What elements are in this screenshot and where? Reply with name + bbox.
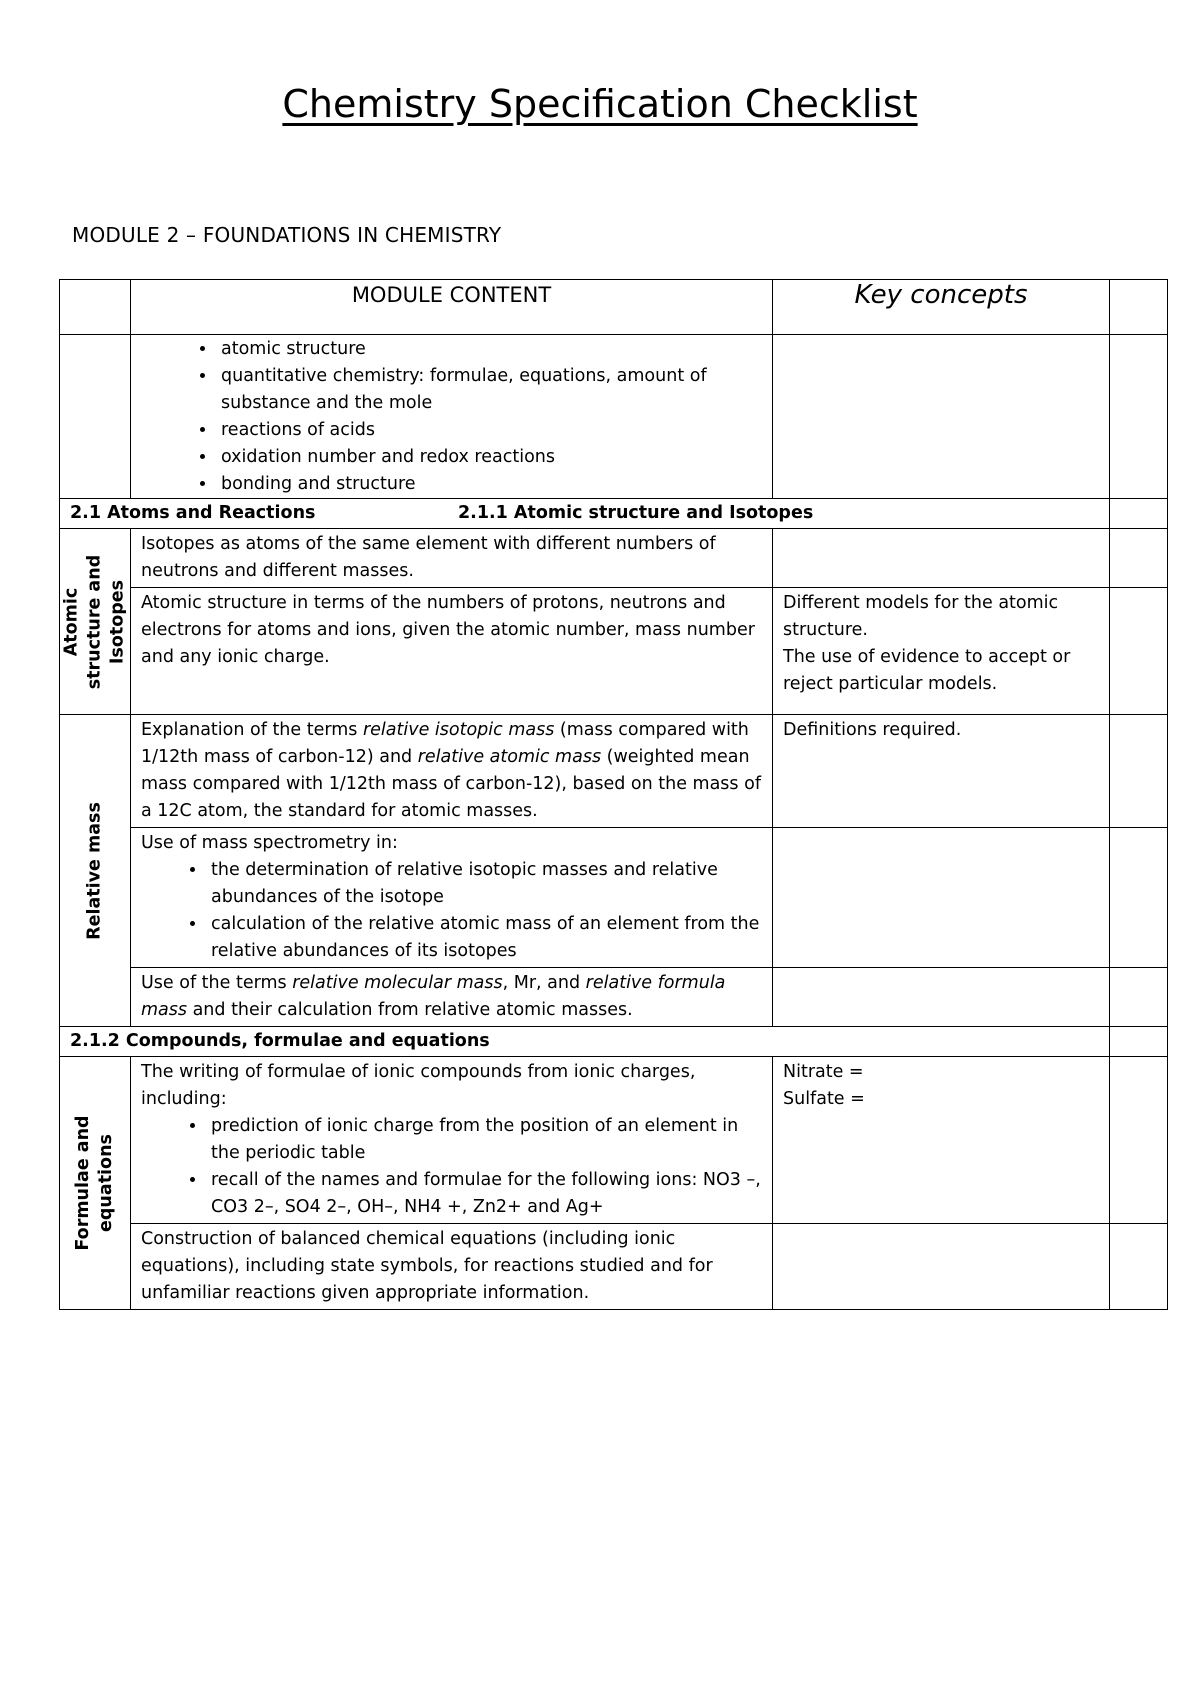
text-span: and their calculation from relative atomic masses. [187, 1000, 633, 1020]
list-item: • prediction of ionic charge from the position of an element in the periodic table [207, 1113, 762, 1167]
intro-content-cell [131, 335, 773, 499]
text-span: Explanation of the terms [141, 720, 363, 740]
atomic-check-cell [1110, 588, 1168, 715]
side-label-formulae-equations: Formulae and equations [73, 1115, 116, 1251]
isotopes-key-cell [773, 529, 1110, 588]
header-check-cell [1110, 280, 1168, 335]
table-header-row [60, 280, 1168, 335]
section-title-atoms-reactions: 2.1 Atoms and Reactions [70, 503, 316, 523]
mass-spectrometry-cell [131, 828, 773, 968]
side-label-cell-atomic [60, 529, 131, 715]
intro-row [60, 335, 1168, 499]
intro-side-cell [60, 335, 131, 499]
atomic-structure-cell: Atomic structure in terms of the numbers of protons, neutrons and electrons for atoms and ions, given the atomic number, mass number and any ionic charge. [131, 588, 773, 715]
side-label-cell-formulae [60, 1057, 131, 1310]
terms-key-cell [773, 968, 1110, 1027]
section-heading-2-1 [60, 499, 1110, 529]
intro-bullet-list [141, 336, 762, 498]
explanation-check-cell [1110, 715, 1168, 828]
term-relative-isotopic-mass: relative isotopic mass [362, 720, 555, 740]
table-row [60, 588, 1168, 715]
list-item: • recall of the names and formulae for the following ions: NO3 –, CO3 2–, SO4 2–, OH–, NH4 +, Zn2+ and Ag+ [207, 1167, 762, 1221]
section-heading-2-1-2: 2.1.2 Compounds, formulae and equations [60, 1027, 1110, 1057]
balanced-equations-cell: Construction of balanced chemical equations (including ionic equations), including state symbols, for reactions studied and for unfamiliar reactions given appropriate information. [131, 1224, 773, 1310]
explanation-cell [131, 715, 773, 828]
section-check-cell [1110, 499, 1168, 529]
balanced-check-cell [1110, 1224, 1168, 1310]
subsection-title-atomic-structure: 2.1.1 Atomic structure and Isotopes [458, 503, 814, 523]
ionic-key-cell [773, 1057, 1110, 1224]
atomic-key-cell [773, 588, 1110, 715]
list-item: • calculation of the relative atomic mass of an element from the relative abundances of its isotopes [207, 911, 762, 965]
text-span: Use of the terms [141, 973, 293, 993]
list-item: • reactions of acids [217, 417, 762, 444]
document-title: Chemistry Specification Checklist [282, 82, 918, 126]
table-row [60, 828, 1168, 968]
mass-spec-check-cell [1110, 828, 1168, 968]
mass-spec-intro: Use of mass spectrometry in: [141, 833, 398, 853]
table-row [60, 968, 1168, 1027]
list-item: • the determination of relative isotopic masses and relative abundances of the isotope [207, 857, 762, 911]
ionic-bullet-list [141, 1113, 762, 1221]
list-item: • bonding and structure [217, 471, 762, 498]
balanced-key-cell [773, 1224, 1110, 1310]
header-side-cell [60, 280, 131, 335]
isotopes-check-cell [1110, 529, 1168, 588]
table-row [60, 1057, 1168, 1224]
table-row [60, 715, 1168, 828]
key-concept-text: The use of evidence to accept or reject particular models. [783, 647, 1071, 694]
list-item: • atomic structure [217, 336, 762, 363]
term-relative-formula-mass: relative formula mass [141, 973, 726, 1020]
table-row [60, 529, 1168, 588]
mass-spec-key-cell [773, 828, 1110, 968]
text-span: (mass compared with 1/12th mass of carbon-12) and [141, 720, 749, 767]
explanation-key-cell: Definitions required. [773, 715, 1110, 828]
term-relative-molecular-mass: relative molecular mass [292, 973, 503, 993]
side-label-cell-relative [60, 715, 131, 1027]
mass-spec-bullet-list [141, 857, 762, 965]
table-row [60, 1224, 1168, 1310]
key-concept-nitrate: Nitrate = [783, 1062, 864, 1082]
section-row-2-1 [60, 499, 1168, 529]
side-label-relative-mass: Relative mass [84, 801, 105, 940]
key-concept-text: Different models for the atomic structure. [783, 593, 1059, 640]
ionic-intro: The writing of formulae of ionic compounds from ionic charges, including: [141, 1062, 696, 1109]
intro-check-cell [1110, 335, 1168, 499]
specification-table [59, 279, 1168, 1310]
section-check-cell [1110, 1027, 1168, 1057]
key-concept-sulfate: Sulfate = [783, 1089, 865, 1109]
ionic-formulae-cell [131, 1057, 773, 1224]
terms-cell [131, 968, 773, 1027]
ionic-check-cell [1110, 1057, 1168, 1224]
text-span: , Mr, and [502, 973, 586, 993]
list-item: • oxidation number and redox reactions [217, 444, 762, 471]
intro-key-cell [773, 335, 1110, 499]
list-item: • quantitative chemistry: formulae, equations, amount of substance and the mole [217, 363, 762, 417]
header-key-concepts: Key concepts [773, 280, 1110, 335]
text-span: (weighted mean mass compared with 1/12th mass of carbon-12), based on the mass of a 12C atom, the standard for atomic masses. [141, 747, 761, 821]
isotopes-cell: Isotopes as atoms of the same element with different numbers of neutrons and different masses. [131, 529, 773, 588]
term-relative-atomic-mass: relative atomic mass [417, 747, 602, 767]
header-module-content: MODULE CONTENT [131, 280, 773, 335]
module-heading: MODULE 2 – FOUNDATIONS IN CHEMISTRY [72, 223, 502, 247]
terms-check-cell [1110, 968, 1168, 1027]
side-label-atomic-structure: Atomic structure and Isotopes [61, 554, 128, 689]
section-row-2-1-2 [60, 1027, 1168, 1057]
